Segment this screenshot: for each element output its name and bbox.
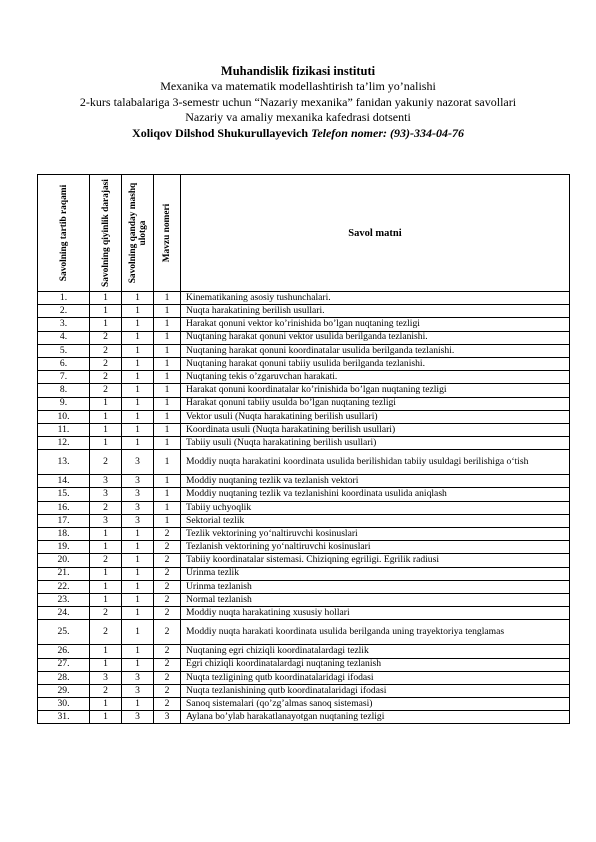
table-row	[38, 305, 570, 318]
cell-question-text: Nuqtaning harakat qonuni koordinatalar usulida berilganda tezlanishi.	[181, 344, 570, 357]
cell-question-text: Nuqta harakatining berilish usullari.	[181, 305, 570, 318]
cell-question-text: Tabiiy koordinatalar sistemasi. Chiziqning egriligi. Egrilik radiusi	[181, 554, 570, 567]
table-row	[38, 684, 570, 697]
cell-topic: 1	[154, 514, 181, 527]
cell-question-text: Normal tezlanish	[181, 593, 570, 606]
table-row	[38, 541, 570, 554]
cell-question-text: Nuqta tezlanishining qutb koordinatalaridagi ifodasi	[181, 684, 570, 697]
table-row	[38, 567, 570, 580]
cell-type: 3	[122, 450, 154, 475]
table-row	[38, 371, 570, 384]
cell-type: 1	[122, 371, 154, 384]
cell-topic: 1	[154, 501, 181, 514]
table-row	[38, 698, 570, 711]
cell-topic: 1	[154, 410, 181, 423]
table-row	[38, 528, 570, 541]
cell-question-text: Kinematikaning asosiy tushunchalari.	[181, 292, 570, 305]
table-row	[38, 437, 570, 450]
cell-question-text: Tabiiy uchyoqlik	[181, 501, 570, 514]
cell-number: 31.	[38, 711, 90, 724]
cell-question-text: Tezlanish vektorining yo‘naltiruvchi kosinuslari	[181, 541, 570, 554]
cell-number: 1.	[38, 292, 90, 305]
cell-question-text: Nuqtaning egri chiziqli koordinatalardagi tezlik	[181, 645, 570, 658]
table-header-row	[38, 175, 570, 292]
cell-type: 3	[122, 488, 154, 501]
table-row	[38, 620, 570, 645]
table-row	[38, 423, 570, 436]
cell-question-text: Moddiy nuqta harakati koordinata usulida berilganda uning trayektoriya tenglamas	[181, 620, 570, 645]
cell-number: 11.	[38, 423, 90, 436]
cell-topic: 1	[154, 437, 181, 450]
cell-number: 16.	[38, 501, 90, 514]
cell-number: 9.	[38, 397, 90, 410]
cell-type: 1	[122, 658, 154, 671]
cell-type: 1	[122, 410, 154, 423]
column-header-difficulty: Savolning qiyinlik darajasi	[90, 175, 122, 292]
cell-type: 3	[122, 475, 154, 488]
cell-topic: 1	[154, 292, 181, 305]
cell-number: 21.	[38, 567, 90, 580]
cell-type: 3	[122, 684, 154, 697]
author-name: Xoliqov Dilshod Shukurullayevich	[132, 125, 309, 140]
cell-difficulty: 2	[90, 620, 122, 645]
cell-question-text: Harakat qonuni tabiiy usulda bo’lgan nuqtaning tezligi	[181, 397, 570, 410]
cell-number: 12.	[38, 437, 90, 450]
cell-topic: 2	[154, 620, 181, 645]
cell-type: 3	[122, 711, 154, 724]
cell-difficulty: 2	[90, 384, 122, 397]
cell-difficulty: 2	[90, 344, 122, 357]
cell-type: 1	[122, 397, 154, 410]
cell-type: 1	[122, 541, 154, 554]
cell-type: 1	[122, 620, 154, 645]
questions-table	[37, 174, 570, 724]
table-row	[38, 501, 570, 514]
cell-type: 1	[122, 593, 154, 606]
cell-difficulty: 1	[90, 292, 122, 305]
cell-type: 1	[122, 423, 154, 436]
cell-number: 8.	[38, 384, 90, 397]
cell-difficulty: 3	[90, 671, 122, 684]
cell-topic: 1	[154, 357, 181, 370]
cell-difficulty: 1	[90, 423, 122, 436]
cell-difficulty: 1	[90, 528, 122, 541]
cell-type: 1	[122, 292, 154, 305]
table-row	[38, 711, 570, 724]
cell-difficulty: 1	[90, 698, 122, 711]
table-row	[38, 357, 570, 370]
cell-question-text: Moddiy nuqta harakatini koordinata usulida berilishidan tabiiy usuldagi berilishiga o‘tish	[181, 450, 570, 475]
cell-difficulty: 1	[90, 658, 122, 671]
cell-question-text: Nuqtaning harakat qonuni vektor usulida berilganda tezlanishi.	[181, 331, 570, 344]
cell-type: 1	[122, 437, 154, 450]
cell-difficulty: 1	[90, 397, 122, 410]
table-row	[38, 593, 570, 606]
cell-topic: 2	[154, 593, 181, 606]
table-row	[38, 410, 570, 423]
cell-number: 23.	[38, 593, 90, 606]
cell-question-text: Vektor usuli (Nuqta harakatining berilish usullari)	[181, 410, 570, 423]
cell-difficulty: 1	[90, 580, 122, 593]
cell-type: 1	[122, 645, 154, 658]
cell-type: 3	[122, 501, 154, 514]
table-row	[38, 554, 570, 567]
cell-topic: 1	[154, 344, 181, 357]
cell-topic: 1	[154, 450, 181, 475]
cell-topic: 3	[154, 711, 181, 724]
cell-difficulty: 2	[90, 607, 122, 620]
table-row	[38, 645, 570, 658]
column-header-number: Savolning tartib raqami	[38, 175, 90, 292]
cell-difficulty: 1	[90, 410, 122, 423]
cell-topic: 1	[154, 331, 181, 344]
table-row	[38, 488, 570, 501]
cell-topic: 2	[154, 658, 181, 671]
cell-question-text: Moddiy nuqtaning tezlik va tezlanish vektori	[181, 475, 570, 488]
cell-topic: 2	[154, 554, 181, 567]
table-row	[38, 450, 570, 475]
cell-question-text: Moddiy nuqta harakatining xususiy hollari	[181, 607, 570, 620]
cell-topic: 2	[154, 567, 181, 580]
cell-number: 18.	[38, 528, 90, 541]
table-row	[38, 580, 570, 593]
cell-difficulty: 2	[90, 450, 122, 475]
cell-number: 2.	[38, 305, 90, 318]
cell-type: 1	[122, 580, 154, 593]
cell-topic: 2	[154, 645, 181, 658]
column-header-type: Savolning qanday mashq ulotga	[122, 175, 154, 292]
cell-question-text: Nuqta tezligining qutb koordinatalaridagi ifodasi	[181, 671, 570, 684]
cell-number: 13.	[38, 450, 90, 475]
cell-question-text: Egri chiziqli koordinatalardagi nuqtaning tezlanish	[181, 658, 570, 671]
cell-type: 1	[122, 318, 154, 331]
table-row	[38, 658, 570, 671]
cell-question-text: Harakat qonuni vektor ko’rinishida bo’lgan nuqtaning tezligi	[181, 318, 570, 331]
document-header	[0, 64, 596, 141]
cell-type: 1	[122, 567, 154, 580]
cell-topic: 2	[154, 671, 181, 684]
cell-topic: 2	[154, 684, 181, 697]
cell-type: 1	[122, 698, 154, 711]
cell-question-text: Aylana bo’ylab harakatlanayotgan nuqtaning tezligi	[181, 711, 570, 724]
cell-number: 15.	[38, 488, 90, 501]
cell-difficulty: 1	[90, 567, 122, 580]
cell-number: 10.	[38, 410, 90, 423]
table-row	[38, 397, 570, 410]
cell-number: 19.	[38, 541, 90, 554]
cell-number: 26.	[38, 645, 90, 658]
cell-type: 1	[122, 305, 154, 318]
cell-difficulty: 2	[90, 554, 122, 567]
cell-question-text: Urinma tezlik	[181, 567, 570, 580]
course-line: 2-kurs talabalariga 3-semestr uchun “Nazariy mexanika” fanidan yakuniy nazorat savollari	[79, 94, 517, 109]
cell-question-text: Sektorial tezlik	[181, 514, 570, 527]
cell-difficulty: 3	[90, 514, 122, 527]
direction-line: Mexanika va matematik modellashtirish ta’lim yo’nalishi	[160, 79, 436, 94]
cell-number: 4.	[38, 331, 90, 344]
table-row	[38, 318, 570, 331]
cell-difficulty: 1	[90, 541, 122, 554]
cell-topic: 2	[154, 541, 181, 554]
cell-question-text: Sanoq sistemalari (qo’zg’almas sanoq sistemasi)	[181, 698, 570, 711]
table-row	[38, 292, 570, 305]
cell-difficulty: 1	[90, 437, 122, 450]
cell-question-text: Tabiiy usuli (Nuqta harakatining berilish usullari)	[181, 437, 570, 450]
cell-difficulty: 1	[90, 318, 122, 331]
cell-difficulty: 1	[90, 305, 122, 318]
table-row	[38, 331, 570, 344]
cell-topic: 1	[154, 397, 181, 410]
cell-topic: 1	[154, 318, 181, 331]
cell-question-text: Koordinata usuli (Nuqta harakatining berilish usullari)	[181, 423, 570, 436]
author-phone: Telefon nomer: (93)-334-04-76	[311, 125, 464, 140]
cell-difficulty: 2	[90, 331, 122, 344]
cell-difficulty: 2	[90, 684, 122, 697]
table-body	[38, 292, 570, 724]
author-line	[0, 126, 596, 141]
cell-type: 1	[122, 357, 154, 370]
cell-difficulty: 2	[90, 501, 122, 514]
cell-topic: 1	[154, 475, 181, 488]
cell-question-text: Tezlik vektorining yo‘naltiruvchi kosinuslari	[181, 528, 570, 541]
cell-topic: 1	[154, 488, 181, 501]
cell-topic: 1	[154, 423, 181, 436]
cell-type: 1	[122, 607, 154, 620]
cell-difficulty: 1	[90, 593, 122, 606]
table-row	[38, 475, 570, 488]
cell-number: 29.	[38, 684, 90, 697]
table-row	[38, 607, 570, 620]
cell-topic: 2	[154, 698, 181, 711]
cell-number: 3.	[38, 318, 90, 331]
cell-number: 24.	[38, 607, 90, 620]
cell-number: 27.	[38, 658, 90, 671]
department-line: Nazariy va amaliy mexanika kafedrasi dotsenti	[185, 110, 411, 125]
cell-number: 14.	[38, 475, 90, 488]
cell-number: 28.	[38, 671, 90, 684]
cell-difficulty: 1	[90, 645, 122, 658]
cell-type: 3	[122, 671, 154, 684]
cell-type: 3	[122, 514, 154, 527]
table-row	[38, 671, 570, 684]
cell-difficulty: 2	[90, 357, 122, 370]
institute-title: Muhandislik fizikasi instituti	[220, 64, 376, 78]
cell-topic: 1	[154, 384, 181, 397]
cell-number: 5.	[38, 344, 90, 357]
cell-question-text: Urinma tezlanish	[181, 580, 570, 593]
table-row	[38, 344, 570, 357]
cell-topic: 1	[154, 371, 181, 384]
cell-number: 20.	[38, 554, 90, 567]
cell-question-text: Nuqtaning tekis o’zgaruvchan harakati.	[181, 371, 570, 384]
cell-number: 6.	[38, 357, 90, 370]
cell-type: 1	[122, 554, 154, 567]
cell-number: 25.	[38, 620, 90, 645]
cell-difficulty: 3	[90, 488, 122, 501]
cell-type: 1	[122, 344, 154, 357]
column-header-topic: Mavzu nomeri	[154, 175, 181, 292]
cell-question-text: Harakat qonuni koordinatalar ko’rinishida bo’lgan nuqtaning tezligi	[181, 384, 570, 397]
cell-difficulty: 1	[90, 711, 122, 724]
cell-topic: 2	[154, 528, 181, 541]
cell-topic: 2	[154, 607, 181, 620]
cell-number: 22.	[38, 580, 90, 593]
table-row	[38, 384, 570, 397]
table-row	[38, 514, 570, 527]
cell-difficulty: 2	[90, 371, 122, 384]
cell-number: 30.	[38, 698, 90, 711]
cell-question-text: Nuqtaning harakat qonuni tabiiy usulida berilganda tezlanishi.	[181, 357, 570, 370]
cell-number: 7.	[38, 371, 90, 384]
cell-type: 1	[122, 331, 154, 344]
cell-difficulty: 3	[90, 475, 122, 488]
cell-type: 1	[122, 384, 154, 397]
cell-topic: 2	[154, 580, 181, 593]
cell-number: 17.	[38, 514, 90, 527]
cell-question-text: Moddiy nuqtaning tezlik va tezlanishini koordinata usulida aniqlash	[181, 488, 570, 501]
cell-type: 1	[122, 528, 154, 541]
cell-topic: 1	[154, 305, 181, 318]
column-header-question: Savol matni	[181, 175, 570, 292]
